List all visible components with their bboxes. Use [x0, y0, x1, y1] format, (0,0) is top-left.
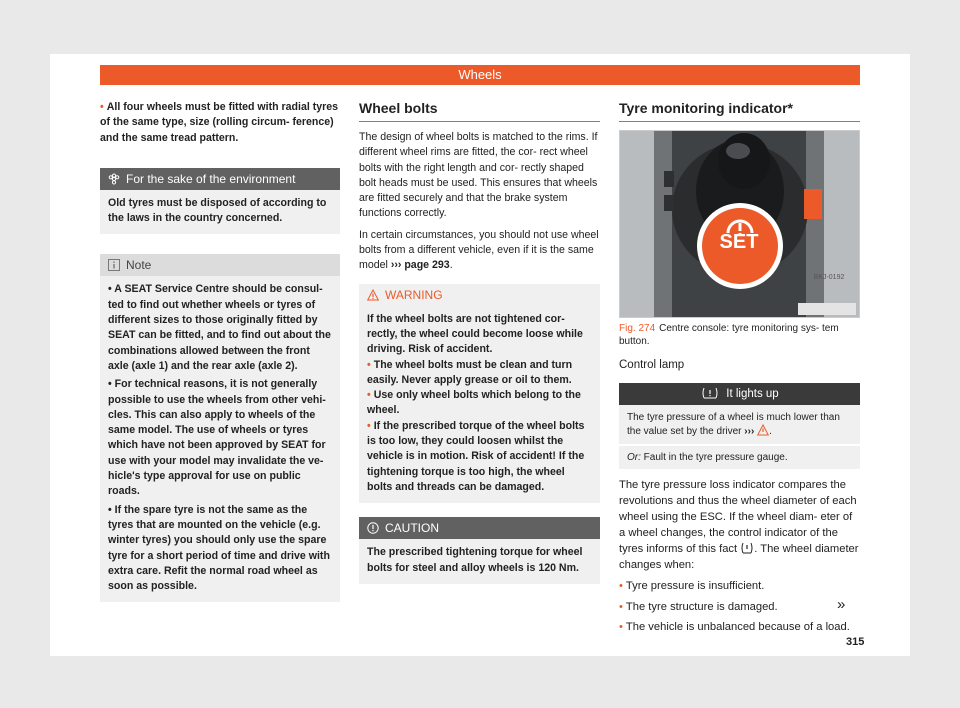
warning-item: • The wheel bolts must be clean and turn easily. Never apply grease or oil to them.: [367, 358, 573, 386]
warning-intro: If the wheel bolts are not tightened cor- rectly, the wheel could become loose while driving. Risk of accident.: [367, 312, 583, 356]
column-right: [619, 100, 860, 635]
lamp-header: It lights up: [619, 383, 860, 405]
note-header: Note: [100, 254, 340, 276]
warning-header: WARNING: [359, 284, 600, 306]
warning-triangle-icon: [367, 289, 379, 301]
console-illustration: [620, 131, 859, 317]
bullet-icon: •: [108, 503, 115, 516]
exclamation-circle-icon: [367, 522, 379, 534]
tyre-pressure-icon: [700, 387, 720, 399]
caution-header: CAUTION: [359, 517, 600, 539]
set-button-label: SET: [719, 231, 759, 253]
reference-arrows[interactable]: ›››: [744, 426, 755, 438]
note-item: • For technical reasons, it is not generally possible to use the wheels from other vehi- cles. This can also apply to wheels of the same model. The use of wheels or tyres which have not been approved by SEAT for use with your model may invalidate the ve- hicle's type approval for use on public roads.: [108, 378, 326, 498]
bullet-intro: • All four wheels must be fitted with radial tyres of the same type, size (rolling circum- ference) and the same tread pattern.: [100, 101, 339, 144]
paragraph: The design of wheel bolts is matched to the rims. If different wheel rims are fitted, the cor- rect wheel bolts with the right length and cor- rectly shaped bolt heads must be used. This ensures that wheels are fitted securely and that the brake system functions correctly.: [359, 131, 598, 220]
page-reference-link[interactable]: ››› page 293: [390, 259, 450, 272]
environment-text: Old tyres must be disposed of according to the laws in the country concerned.: [108, 196, 327, 225]
warning-triangle-icon: [757, 424, 769, 436]
list-item: • The tyre structure is damaged.: [619, 600, 778, 613]
bullet-icon: •: [367, 419, 371, 432]
lamp-description: The tyre pressure of a wheel is much lower than the value set by the driver ››› .: [619, 405, 860, 444]
note-body: [100, 276, 340, 602]
caution-text: The prescribed tightening torque for wheel bolts for steel and alloy wheels is 120 Nm.: [367, 546, 583, 574]
warning-item: • If the prescribed torque of the wheel bolts is too low, they could loosen whilst the vehicle is in motion. Risk of accident! If the tightening torque is too high, the wheel bolts and threads can be damaged.: [367, 419, 585, 493]
caution-box: [359, 517, 600, 584]
section-title-wheel-bolts: Wheel bolts: [359, 100, 600, 122]
figure-centre-console: [619, 130, 860, 318]
flower-icon: [108, 173, 120, 185]
control-lamp-heading: Control lamp: [619, 359, 685, 371]
bullet-icon: •: [108, 378, 115, 391]
note-item: • If the spare tyre is not the same as the tyres that are mounted on the vehicle (e.g. winter tyres) you should only use the spare tyre for a short period of time and drive with extra care. Refit the normal road wheel as soon as possible.: [108, 503, 330, 593]
column-left: [100, 100, 340, 602]
bullet-icon: •: [367, 358, 371, 371]
note-box: [100, 254, 340, 602]
bullet-icon: •: [619, 620, 623, 633]
continue-arrow: »: [837, 596, 846, 613]
warning-body: [359, 306, 600, 504]
tyre-pressure-icon: [740, 542, 754, 554]
warning-box: [359, 284, 600, 504]
bullet-icon: •: [367, 389, 371, 402]
bullet-icon: •: [108, 283, 115, 296]
figure-code: BKJ-0192: [813, 274, 845, 281]
page-header: Wheels: [100, 65, 860, 85]
bullet-icon: •: [619, 580, 623, 593]
section-title-tyre-monitoring: Tyre monitoring indicator*: [619, 100, 860, 122]
lamp-alternative: Or: Fault in the tyre pressure gauge.: [619, 446, 860, 469]
info-icon: [108, 259, 120, 271]
note-item: • A SEAT Service Centre should be consul- ted to find out whether wheels or tyres of different sizes to those originally fitted by SEAT can be fitted, and to find out about the combinations allowed between the front axle (axle 1) and the rear axle (axle 2).: [108, 283, 331, 372]
paragraph: The tyre pressure loss indicator compares the revolutions and thus the wheel diameter of each wheel using the ESC. If the wheel diam- eter of a wheel changes, the control indicator of the tyres informs of this fact . The wheel diameter changes when:: [619, 479, 859, 572]
page-number: 315: [846, 636, 865, 648]
list-item: • The vehicle is unbalanced because of a load.: [619, 620, 850, 633]
warning-item: • Use only wheel bolts which belong to the wheel.: [367, 389, 581, 417]
environment-header: For the sake of the environment: [100, 168, 340, 190]
bullet-icon: •: [619, 600, 623, 613]
figure-caption: Fig. 274 Centre console: tyre monitoring sys- tem button.: [619, 323, 839, 347]
column-middle: [359, 100, 600, 584]
paragraph: In certain circumstances, you should not use wheel bolts from a different vehicle, even if it is the same model ››› page 293.: [359, 228, 599, 272]
environment-box: [100, 168, 340, 235]
bullet-icon: •: [100, 101, 104, 113]
list-item: • Tyre pressure is insufficient.: [619, 580, 765, 593]
